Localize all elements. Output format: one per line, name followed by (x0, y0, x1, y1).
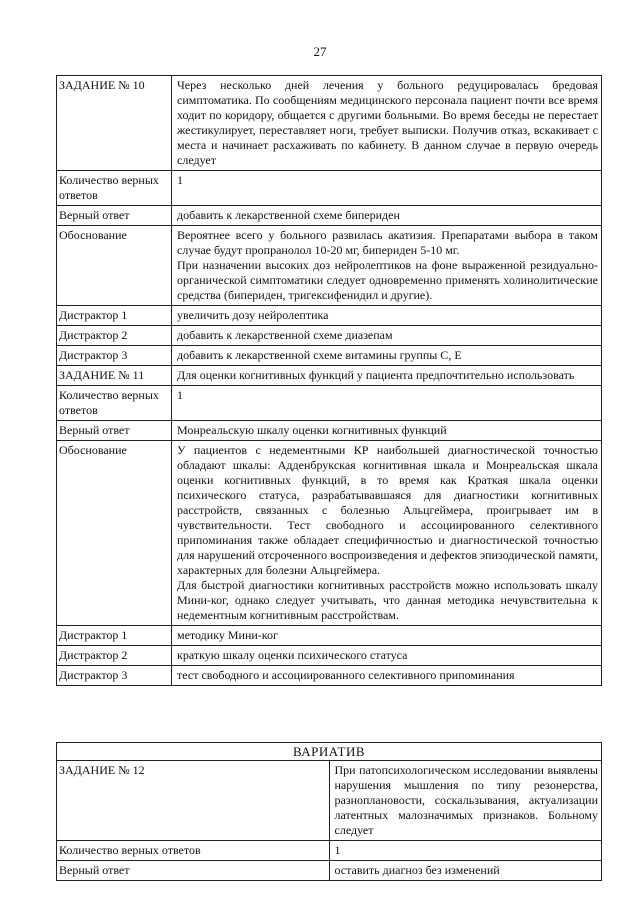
task10-reason-p1: Вероятнее всего у больного развилась акатизия. Препаратами выбора в таком случае будут пропранолол 10-20 мг, бипериден 5-10 мг. (177, 228, 598, 257)
task10-d2-label: Дистрактор 2 (57, 326, 172, 346)
task12-label: ЗАДАНИЕ № 12 (57, 761, 330, 841)
task12-count: 1 (329, 841, 602, 861)
task10-text: Через несколько дней лечения у больного редуцировалась бредовая симптоматика. По сообщениям медицинского персонала пациент почти все время ходит по коридору, общается с другими больными. Во время беседы не перестает жестикулирует, переставляет ноги, требует выписки. Получив отказ, вскакивает с места и начинает расхаживать по кабинету. В данном случае в первую очередь следует (172, 76, 602, 171)
task11-count-row (57, 386, 602, 421)
task11-d3-label: Дистрактор 3 (57, 666, 172, 686)
variative-banner-row (57, 743, 602, 761)
task10-d3-label: Дистрактор 3 (57, 346, 172, 366)
task11-d3: тест свободного и ассоциированного селективного припоминания (172, 666, 602, 686)
task10-count: 1 (172, 171, 602, 206)
task12-answer-row (57, 861, 602, 881)
task11-row (57, 366, 602, 386)
task12-text: При патопсихологическом исследовании выявлены нарушения мышления по типу резонерства, разноплановости, соскальзывания, актуализации латентных малозначимых признаков. Больному следует (329, 761, 602, 841)
task11-answer-label: Верный ответ (57, 421, 172, 441)
variative-table (56, 742, 602, 881)
task11-text: Для оценки когнитивных функций у пациента предпочтительно использовать (172, 366, 602, 386)
task11-count-label: Количество верных ответов (57, 386, 172, 421)
task11-d1-label: Дистрактор 1 (57, 626, 172, 646)
task11-reason (172, 441, 602, 626)
task10-reason-row (57, 226, 602, 306)
task11-answer-row (57, 421, 602, 441)
task10-d1-label: Дистрактор 1 (57, 306, 172, 326)
tasks-table (56, 75, 602, 686)
task11-answer: Монреальскую шкалу оценки когнитивных функций (172, 421, 602, 441)
task10-row (57, 76, 602, 171)
task11-d2-row (57, 646, 602, 666)
task11-d2: краткую шкалу оценки психического статуса (172, 646, 602, 666)
task11-d1: методику Мини-ког (172, 626, 602, 646)
task11-d2-label: Дистрактор 2 (57, 646, 172, 666)
task10-answer-row (57, 206, 602, 226)
task10-d3: добавить к лекарственной схеме витамины группы С, Е (172, 346, 602, 366)
task12-count-row (57, 841, 602, 861)
task11-count: 1 (172, 386, 602, 421)
task11-d3-row (57, 666, 602, 686)
task10-answer-label: Верный ответ (57, 206, 172, 226)
task12-answer: оставить диагноз без изменений (329, 861, 602, 881)
task12-row (57, 761, 602, 841)
task11-reason-row (57, 441, 602, 626)
task11-reason-p2: Для быстрой диагностики когнитивных расстройств можно использовать шкалу Мини-ког, однако следует учитывать, что данная методика нечувствительна к недементным когнитивным расстройствам. (177, 578, 598, 622)
task12-count-label: Количество верных ответов (57, 841, 330, 861)
task10-label: ЗАДАНИЕ № 10 (57, 76, 172, 171)
task11-d1-row (57, 626, 602, 646)
task11-reason-label: Обоснование (57, 441, 172, 626)
variative-banner: ВАРИАТИВ (57, 743, 602, 761)
task10-reason (172, 226, 602, 306)
task10-d3-row (57, 346, 602, 366)
task10-answer: добавить к лекарственной схеме бипериден (172, 206, 602, 226)
task12-answer-label: Верный ответ (57, 861, 330, 881)
task10-count-label: Количество верных ответов (57, 171, 172, 206)
task10-reason-p2: При назначении высоких доз нейролептиков на фоне выраженной резидуально-органической симптоматики следует одновременно применять холинолитические средства (бипериден, тригексифенидил и другие). (177, 258, 598, 302)
task11-reason-p1: У пациентов с недементными КР наибольшей диагностической точностью обладают шкалы: Адденбрукская когнитивная шкала и Монреальская шкала оценки когнитивных функций, в то время как Краткая шкала оценки психического статуса, разрабатывавшаяся для диагностики когнитивных расстройств, связанных с болезнью Альцгеймера, проигрывает им в чувствительности. Тест свободного и ассоциированного селективного припоминания также обладает специфичностью и диагностической точностью для нарушений отсроченного воспроизведения и дефектов эпизодической памяти, характерных для болезни Альцгеймера. (177, 443, 598, 577)
task10-d1: увеличить дозу нейролептика (172, 306, 602, 326)
task10-d2: добавить к лекарственной схеме диазепам (172, 326, 602, 346)
page-number: 27 (313, 44, 327, 59)
task10-count-row (57, 171, 602, 206)
task10-reason-label: Обоснование (57, 226, 172, 306)
task10-d2-row (57, 326, 602, 346)
task11-label: ЗАДАНИЕ № 11 (57, 366, 172, 386)
task10-d1-row (57, 306, 602, 326)
